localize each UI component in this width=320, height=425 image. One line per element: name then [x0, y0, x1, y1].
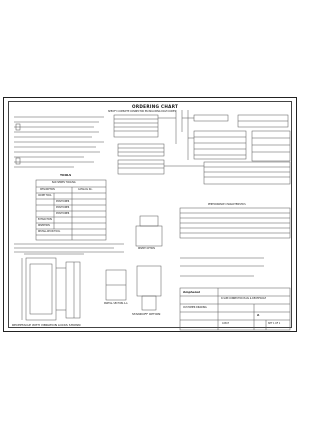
tooling-col-description: DESCRIPTION — [40, 188, 55, 191]
caption-section: PARTIAL SECTION A-A — [104, 302, 128, 305]
tooling-row: INSTALLATION TOOL — [38, 230, 61, 233]
ordering-chart-title: ORDERING CHART — [132, 104, 179, 109]
tooling-row: POSITIONER — [56, 200, 70, 203]
rev-letter: A — [257, 313, 260, 317]
tooling-row: INSERTION — [38, 224, 50, 227]
tooling-row: CRIMP TOOL — [38, 194, 52, 197]
performance-title: PERFORMANCE CHARACTERISTICS — [208, 203, 246, 206]
tools-title: TOOLS — [60, 173, 72, 177]
tooling-col-catalog: CATALOG No. — [78, 188, 93, 191]
tooling-row: POSITIONER — [56, 212, 70, 215]
ordering-chart-note: SPECIFY COMPLETE CONNECTOR PN INCLUDING DASH CODES — [108, 110, 176, 113]
drawing-sheet — [3, 97, 297, 332]
caption-receptacle: RECEPTACLE WITH VIBRATION LOCKS SHOWN — [12, 323, 81, 327]
sheet-label: SHT 1 OF 1 — [268, 322, 281, 325]
caption-insert: INSERT OPTION — [138, 247, 155, 250]
title-block-text: D-SUB CONNECTOR PLUG & RECEPTACLE — [221, 297, 267, 300]
tooling-row: EXTRACTION — [38, 218, 52, 221]
company-name: Amphenol — [183, 290, 200, 294]
tooling-row: POSITIONER — [56, 206, 70, 209]
tooling-title: BAR SERIES TOOLING — [52, 181, 76, 184]
customer-drawing: CUSTOMER DRAWING — [183, 306, 207, 309]
drawing-number: C2307 — [222, 322, 230, 325]
caption-standoff: STANDOFF OPTION — [132, 312, 161, 316]
